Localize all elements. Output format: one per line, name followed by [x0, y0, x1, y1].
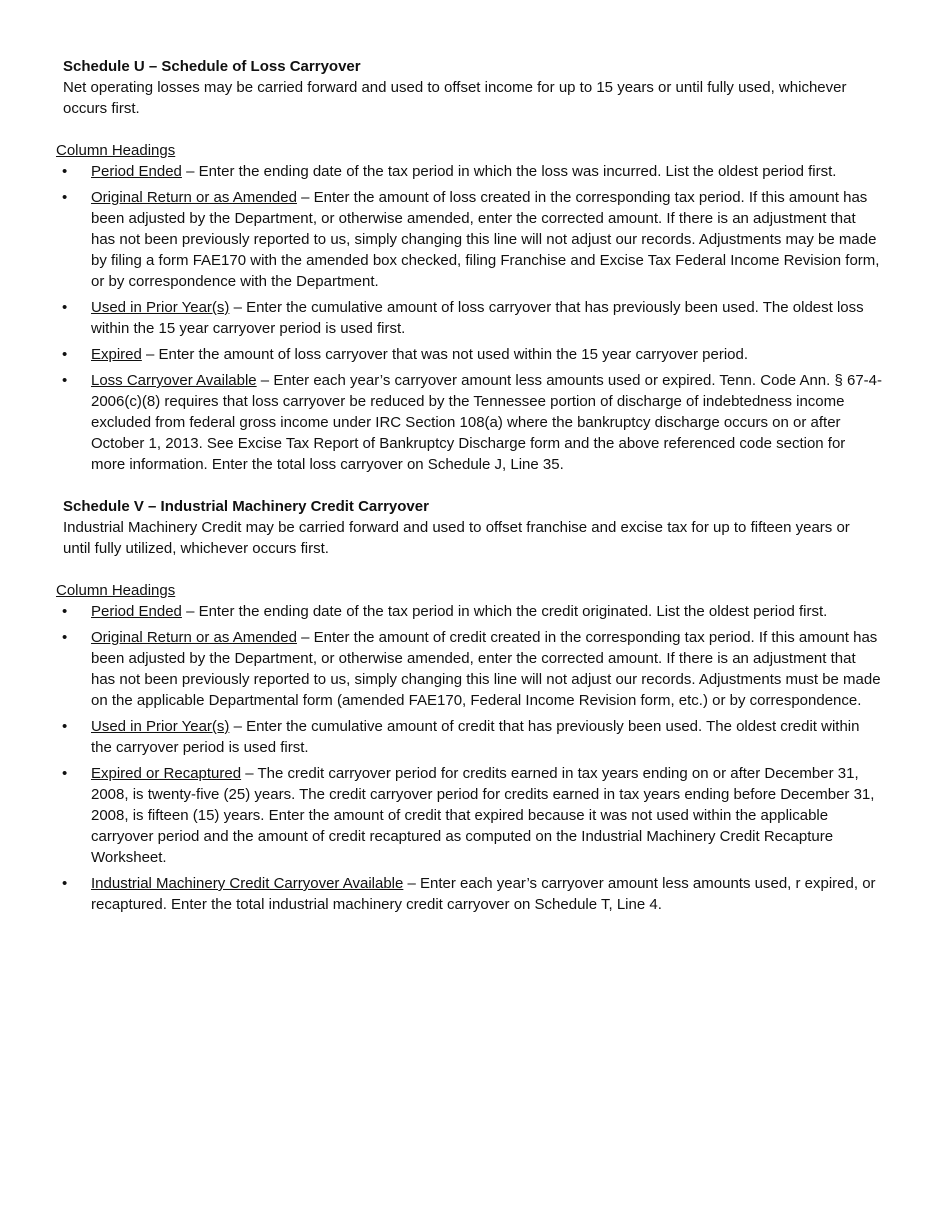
bullet-icon: •: [62, 629, 68, 646]
list-item: [62, 370, 883, 475]
section-spacer: [0, 480, 950, 496]
term-description: – Enter the amount of loss carryover that was not used within the 15 year carryover period.: [141, 346, 748, 363]
term-description: – Enter the ending date of the tax period in which the loss was incurred. List the oldest period first.: [181, 163, 837, 180]
schedule-v-column-list: [0, 601, 950, 915]
schedule-v-title: Schedule V – Industrial Machinery Credit Carryover: [63, 498, 429, 515]
term-description: – The credit carryover period for credits earned in tax years ending on or after December 31, 2008, is twenty-five (25) years. The credit carryover period for credits earned in tax years ending before December 31, 2008, is fifteen (15) years. Enter the amount of credit that expired because it was not used within the applicable carryover period and the amount of credit recaptured as computed on the Industrial Machinery Credit Recapture Worksheet.: [91, 765, 875, 866]
term-description: – Enter the ending date of the tax period in which the credit originated. List the oldest period first.: [181, 603, 828, 620]
term-period-ended: Period Ended: [91, 163, 182, 180]
term-expired-or-recaptured: Expired or Recaptured: [91, 765, 242, 782]
term-period-ended: Period Ended: [91, 603, 182, 620]
term-description: – Enter the cumulative amount of credit that has previously been used. The oldest credit within the carryover period is used first.: [91, 718, 860, 756]
term-imc-carryover-available: Industrial Machinery Credit Carryover Available: [91, 875, 404, 892]
bullet-icon: •: [62, 718, 68, 735]
list-item: [62, 161, 883, 182]
list-item: [62, 297, 883, 339]
term-description: – Enter each year’s carryover amount less amounts used or expired. Tenn. Code Ann. § 67-4-2006(c)(8) requires that loss carryover be reduced by the Tennessee portion of discharge of indebtedness income excluded from federal gross income under IRC Section 108(a) where the bankruptcy discharge occurs on or after October 1, 2013. See Excise Tax Report of Bankruptcy Discharge form and the above referenced code section for more information. Enter the total loss carryover on Schedule J, Line 35.: [91, 372, 882, 473]
bullet-icon: •: [62, 299, 68, 316]
bullet-icon: •: [62, 875, 68, 892]
list-item: [62, 627, 883, 711]
term-loss-carryover-available: Loss Carryover Available: [91, 372, 257, 389]
term-original-return: Original Return or as Amended: [91, 189, 297, 206]
term-description: – Enter each year’s carryover amount less amounts used, r expired, or recaptured. Enter the total industrial machinery credit carryover on Schedule T, Line 4.: [91, 875, 876, 913]
list-item: [62, 716, 883, 758]
term-used-in-prior-years: Used in Prior Year(s): [91, 718, 230, 735]
schedule-u-section: [0, 56, 950, 475]
list-item: [62, 187, 883, 292]
schedule-u-intro: Net operating losses may be carried forward and used to offset income for up to 15 years or until fully used, whichever occurs first.: [63, 79, 847, 117]
bullet-icon: •: [62, 765, 68, 782]
bullet-icon: •: [62, 189, 68, 206]
bullet-icon: •: [62, 163, 68, 180]
list-item: [62, 344, 883, 365]
schedule-u-column-headings-label: Column Headings: [56, 142, 176, 159]
list-item: [62, 763, 883, 868]
term-expired: Expired: [91, 346, 142, 363]
schedule-v-section: [0, 496, 950, 915]
schedule-v-intro: Industrial Machinery Credit may be carried forward and used to offset franchise and excise tax for up to fifteen years or until fully utilized, whichever occurs first.: [63, 519, 850, 557]
bullet-icon: •: [62, 346, 68, 363]
bullet-icon: •: [62, 372, 68, 389]
term-used-in-prior-years: Used in Prior Year(s): [91, 299, 230, 316]
bullet-icon: •: [62, 603, 68, 620]
term-description: – Enter the amount of loss created in the corresponding tax period. If this amount has been adjusted by the Department, or otherwise amended, enter the corrected amount. If there is an adjustment that has not been previously reported to us, simply changing this line will not adjust our records. Adjustments may be made by filing a form FAE170 with the amended box checked, filing Franchise and Excise Tax Federal Income Revision form, or by correspondence with the Department.: [91, 189, 880, 290]
schedule-v-column-headings-label: Column Headings: [56, 582, 176, 599]
list-item: [62, 873, 883, 915]
list-item: [62, 601, 883, 622]
schedule-u-title: Schedule U – Schedule of Loss Carryover: [63, 58, 361, 75]
term-original-return: Original Return or as Amended: [91, 629, 297, 646]
schedule-u-column-list: [0, 161, 950, 475]
term-description: – Enter the cumulative amount of loss carryover that has previously been used. The oldest loss within the 15 year carryover period is used first.: [91, 299, 864, 337]
term-description: – Enter the amount of credit created in the corresponding tax period. If this amount has been adjusted by the Department, or otherwise amended, enter the corrected amount. If there is an adjustment that has not been previously reported to us, simply changing this line will not adjust our records. Adjustments must be made on the applicable Departmental form (amended FAE170, Federal Income Revision form, etc.) or by correspondence.: [91, 629, 881, 709]
